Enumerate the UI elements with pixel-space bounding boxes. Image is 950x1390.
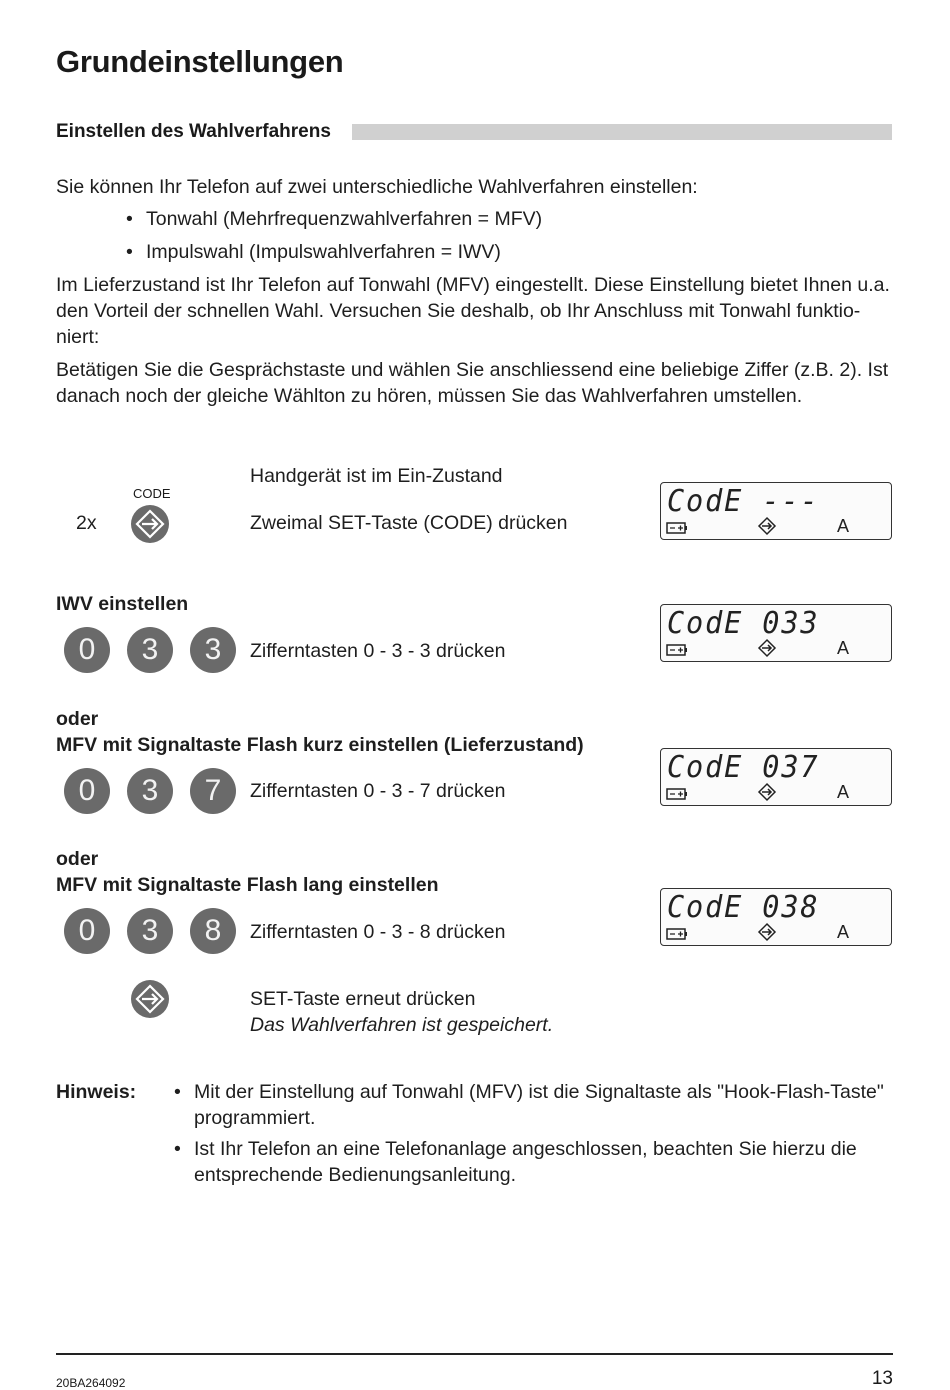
step-handset-on: Handgerät ist im Ein-Zustand xyxy=(250,465,503,487)
note-item: • Ist Ihr Telefon an eine Telefonanlage angeschlossen, beachten Sie hierzu die entsprechende Bedienungsanleitung. xyxy=(174,1138,857,1186)
mfv-long-instruction: Zifferntasten 0 - 3 - 8 drücken xyxy=(250,921,506,943)
or-label: oder xyxy=(56,848,99,870)
set-key-icon xyxy=(130,979,170,1024)
lcd-display xyxy=(660,604,892,662)
page-number: 13 xyxy=(871,1368,893,1389)
or-label: oder xyxy=(56,708,99,730)
battery-icon xyxy=(666,928,688,940)
battery-icon xyxy=(666,522,688,534)
note-item: • Mit der Einstellung auf Tonwahl (MFV) ist die Signaltaste als "Hook-Flash-Taste" programmiert. xyxy=(174,1081,884,1129)
iwv-heading: IWV einstellen xyxy=(56,593,189,615)
lcd-display xyxy=(660,748,892,806)
lcd-text: CodE 038 xyxy=(667,890,820,925)
paragraph-1: Im Lieferzustand ist Ihr Telefon auf Tonwahl (MFV) eingestellt. Diese Einstellung bietet Ihnen u.a. den Vorteil der schnellen Wahl. Versuchen Sie deshalb, ob Ihr Anschluss mit Tonwahl funktio- niert: xyxy=(56,274,890,348)
digit-key: 8 xyxy=(190,908,236,954)
step-saved: Das Wahlverfahren ist gespeichert. xyxy=(250,1014,554,1036)
battery-icon xyxy=(666,788,688,800)
lcd-text: CodE 033 xyxy=(667,606,820,641)
lcd-indicator: A xyxy=(837,782,850,802)
set-key-icon xyxy=(757,782,777,802)
lcd-display xyxy=(660,482,892,540)
lcd-indicator: A xyxy=(837,516,850,536)
digit-key: 0 xyxy=(64,627,110,673)
lcd-indicator: A xyxy=(837,922,850,942)
digit-key: 3 xyxy=(190,627,236,673)
footer-divider xyxy=(56,1353,893,1355)
digit-key: 3 xyxy=(127,768,173,814)
lcd-indicator: A xyxy=(837,638,850,658)
digit-key: 3 xyxy=(127,908,173,954)
intro-lead: Sie können Ihr Telefon auf zwei unterschiedliche Wahlverfahren einstellen: xyxy=(56,176,698,198)
set-key-icon xyxy=(757,922,777,942)
mfv-short-heading: MFV mit Signaltaste Flash kurz einstellen (Lieferzustand) xyxy=(56,734,584,756)
page-title: Grundeinstellungen xyxy=(56,44,344,79)
lcd-text: CodE --- xyxy=(667,484,820,519)
mfv-long-heading: MFV mit Signaltaste Flash lang einstellen xyxy=(56,874,439,896)
lcd-display xyxy=(660,888,892,946)
bullet-item: • Impulswahl (Impulswahlverfahren = IWV) xyxy=(126,241,501,263)
battery-icon xyxy=(666,644,688,656)
repeat-count: 2x xyxy=(76,512,97,534)
digit-key: 0 xyxy=(64,768,110,814)
step-press-set-twice: Zweimal SET-Taste (CODE) drücken xyxy=(250,512,568,534)
mfv-short-instruction: Zifferntasten 0 - 3 - 7 drücken xyxy=(250,780,506,802)
digit-key: 0 xyxy=(64,908,110,954)
iwv-instruction: Zifferntasten 0 - 3 - 3 drücken xyxy=(250,640,506,662)
set-key-icon xyxy=(757,638,777,658)
bullet-item: • Tonwahl (Mehrfrequenzwahlverfahren = MFV) xyxy=(126,208,543,230)
set-key-icon xyxy=(130,504,170,549)
digit-key: 7 xyxy=(190,768,236,814)
note-label: Hinweis: xyxy=(56,1081,137,1103)
set-key-icon xyxy=(757,516,777,536)
step-set-again: SET-Taste erneut drücken xyxy=(250,988,476,1010)
doc-number: 20BA264092 xyxy=(56,1376,126,1390)
lcd-text: CodE 037 xyxy=(667,750,820,785)
code-label: CODE xyxy=(133,486,171,501)
section-bar xyxy=(352,124,892,140)
section-title: Einstellen des Wahlverfahrens xyxy=(56,121,331,142)
paragraph-2: Betätigen Sie die Gesprächstaste und wählen Sie anschliessend eine beliebige Ziffer (z.B. 2). Ist danach noch der gleiche Wählton zu hören, müssen Sie das Wahlverfahren umstellen. xyxy=(56,359,889,407)
digit-key: 3 xyxy=(127,627,173,673)
